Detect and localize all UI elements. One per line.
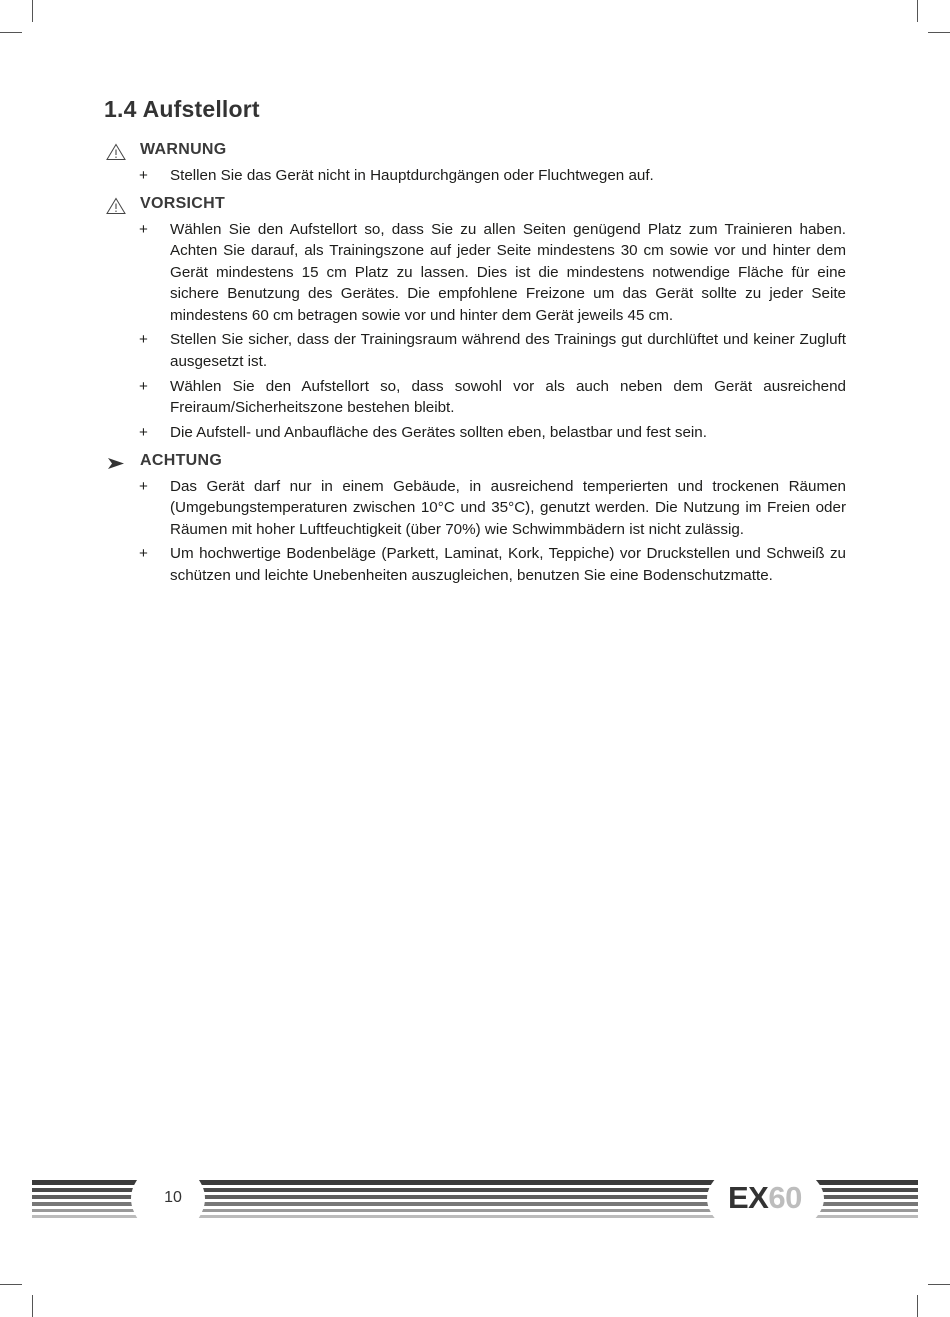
bullet: +	[139, 331, 148, 349]
section-heading	[104, 96, 260, 123]
bullet: +	[139, 166, 148, 184]
crop-mark	[917, 0, 918, 22]
list-item	[106, 165, 846, 187]
footer-stripes	[0, 1176, 950, 1222]
list-item	[106, 543, 846, 586]
attention-header	[106, 452, 846, 474]
warning-block	[106, 141, 846, 186]
bullet: +	[139, 220, 148, 238]
caution-label: VORSICHT	[140, 195, 226, 212]
attention-list	[106, 476, 846, 587]
crop-mark	[32, 1295, 33, 1317]
warning-label: WARNUNG	[140, 141, 227, 158]
crop-mark	[928, 1284, 950, 1285]
bullet: +	[139, 477, 148, 495]
logo-text-model: 60	[768, 1180, 802, 1215]
list-item	[106, 219, 846, 327]
brand-logo	[728, 1180, 802, 1216]
warning-list	[106, 165, 846, 187]
list-item	[106, 422, 846, 444]
warning-header	[106, 141, 846, 163]
crop-mark	[928, 32, 950, 33]
bullet: +	[139, 377, 148, 395]
list-item-text: Das Gerät darf nur in einem Gebäude, in ausreichend temperierten und trockenen Räumen (Umgebungstemperaturen zwischen 10°C und 35°C), genutzt werden. Die Nutzung im Freien oder Räumen mit hoher Luftfeuchtigkeit (über 70%) wie Schwimmbädern ist nicht zulässig.	[170, 477, 846, 538]
bullet: +	[139, 423, 148, 441]
list-item	[106, 376, 846, 419]
list-item-text: Um hochwertige Bodenbeläge (Parkett, Laminat, Kork, Teppiche) vor Druckstellen und Schweiß zu schützen und leichte Unebenheiten auszugleichen, benutzen Sie eine Bodenschutzmatte.	[170, 545, 846, 584]
crop-mark	[32, 0, 33, 22]
page-number: 10	[164, 1189, 182, 1206]
crop-mark	[917, 1295, 918, 1317]
caution-list	[106, 219, 846, 444]
bullet: +	[139, 545, 148, 563]
pointer-arrow-icon	[106, 454, 126, 472]
list-item-text: Die Aufstell- und Anbaufläche des Gerätes sollten eben, belastbar und fest sein.	[170, 423, 707, 441]
crop-mark	[0, 32, 22, 33]
section-number: 1.4	[104, 96, 137, 122]
warning-triangle-icon	[106, 143, 126, 161]
list-item	[106, 329, 846, 372]
attention-block	[106, 452, 846, 586]
list-item	[106, 476, 846, 541]
logo-text-ex: EX	[728, 1180, 769, 1215]
list-item-text: Stellen Sie das Gerät nicht in Hauptdurchgängen oder Fluchtwegen auf.	[170, 166, 654, 184]
crop-mark	[0, 1284, 22, 1285]
list-item-text: Stellen Sie sicher, dass der Trainingsraum während des Trainings gut durchlüftet und keiner Zugluft ausgesetzt ist.	[170, 331, 846, 371]
warning-triangle-icon	[106, 197, 126, 215]
list-item-text: Wählen Sie den Aufstellort so, dass sowohl vor als auch neben dem Gerät ausreichend Freiraum/Sicherheitszone bestehen bleibt.	[170, 377, 846, 417]
list-item-text: Wählen Sie den Aufstellort so, dass Sie zu allen Seiten genügend Platz zum Trainieren haben. Achten Sie darauf, als Trainingszone auf jeder Seite mindestens 30 cm sowie vor und hinter dem Gerät mindestens 15 cm Platz zu lassen. Dies ist die mindestens notwendige Fläche für eine sichere Benutzung des Gerätes. Die empfohlene Freizone um das Gerät sollte zu jeder Seite mindestens 60 cm betragen sowie vor und hinter dem Gerät jeweils 45 cm.	[170, 220, 846, 324]
section-title: Aufstellort	[142, 96, 260, 122]
caution-block	[106, 195, 846, 443]
attention-label: ACHTUNG	[140, 452, 223, 469]
caution-header	[106, 195, 846, 217]
